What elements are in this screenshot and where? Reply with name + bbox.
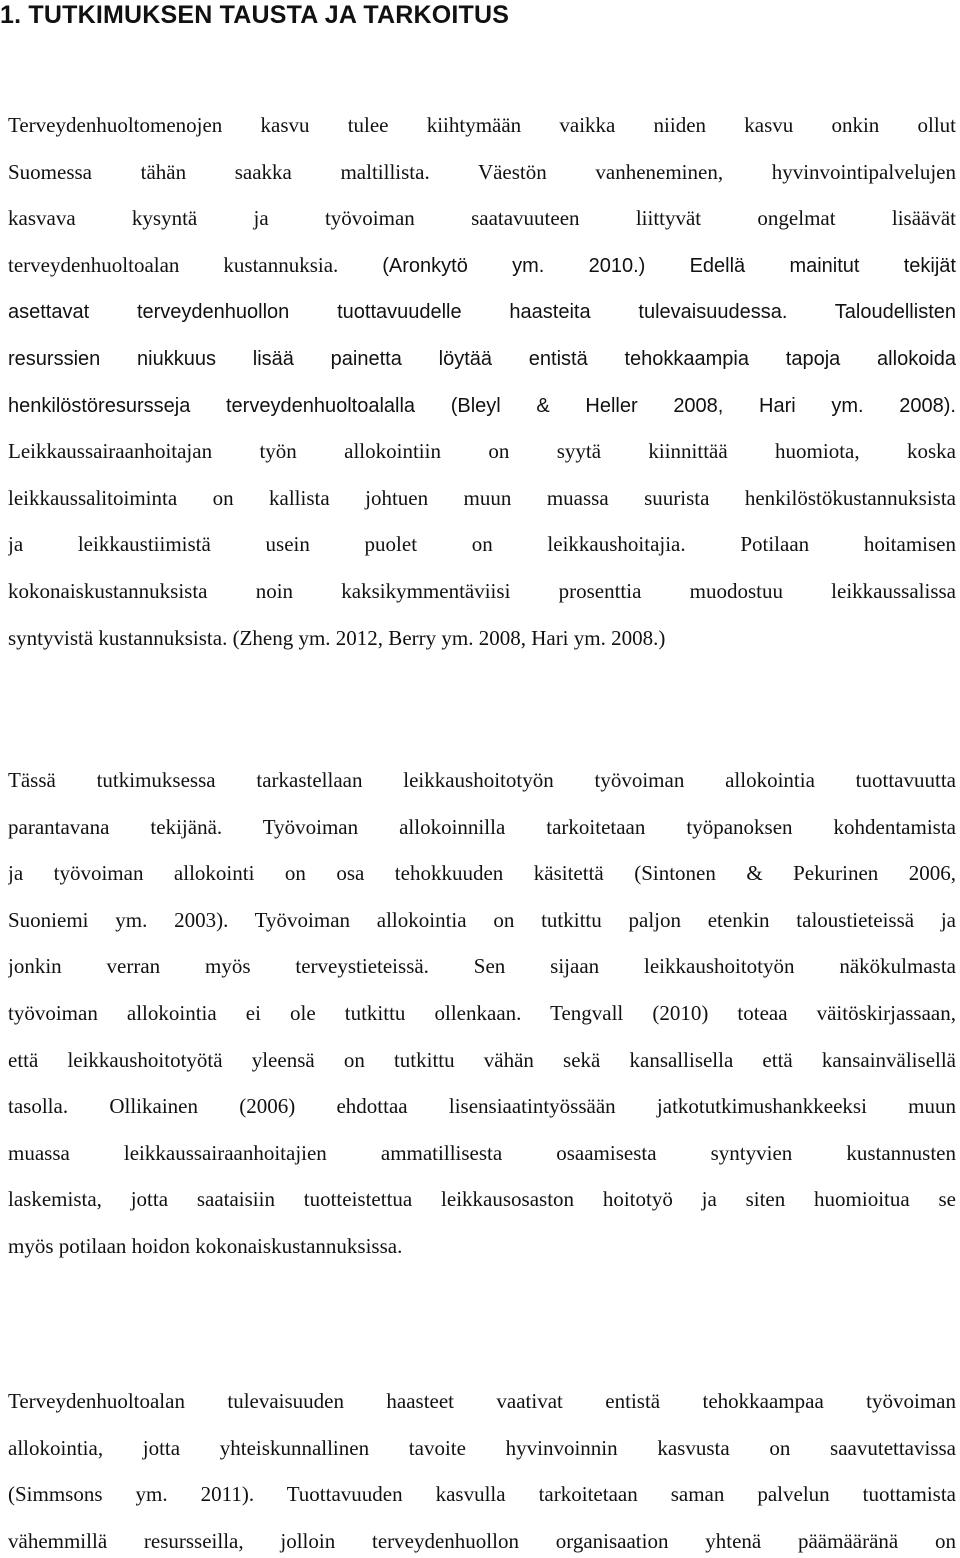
text-line: [8, 195, 956, 242]
text-run: Leikkaussairaanhoitajan työn allokointiin on syytä kiinnittää huomiota, koska: [8, 439, 956, 464]
text-line: [8, 475, 956, 522]
text-run: Suomessa tähän saakka maltillista. Väestön vanheneminen, hyvinvointipalvelujen: [8, 159, 956, 184]
text-line: [8, 102, 956, 149]
text-run: muassa leikkaussairaanhoitajien ammatillisesta osaamisesta syntyvien kustannusten: [8, 1140, 956, 1165]
text-line: [8, 335, 956, 382]
text-run: resurssien niukkuus lisää painetta löytää entistä tehokkaampia tapoja allokoida: [8, 347, 956, 370]
text-run: myös potilaan hoidon kokonaiskustannuksissa.: [8, 1233, 403, 1258]
text-run: Suoniemi ym. 2003). Työvoiman allokointia on tutkittu paljon etenkin taloustieteissä ja: [8, 907, 956, 932]
text-line: [8, 850, 956, 897]
text-line: [8, 1223, 956, 1270]
text-line: [8, 1425, 956, 1472]
text-line: [8, 288, 956, 335]
text-line: [8, 1037, 956, 1084]
text-run: laskemista, jotta saataisiin tuotteistettua leikkausosaston hoitotyö ja siten huomioitua se: [8, 1187, 956, 1212]
paragraph-future-challenges: [8, 1378, 956, 1558]
text-run: henkilöstöresursseja terveydenhuoltoalalla (Bleyl & Heller 2008, Hari ym. 2008).: [8, 394, 956, 417]
text-line: [8, 897, 956, 944]
text-line: [8, 943, 956, 990]
text-run: parantavana tekijänä. Työvoiman allokoinnilla tarkoitetaan työpanoksen kohdentamista: [8, 814, 956, 839]
text-run: (Simmsons ym. 2011). Tuottavuuden kasvulla tarkoitetaan saman palvelun tuottamista: [8, 1482, 956, 1507]
text-run: vähemmillä resursseilla, jolloin terveydenhuollon organisaation yhtenä päämääränä on: [8, 1528, 956, 1553]
text-run: (Aronkytö ym. 2010.) Edellä mainitut tekijät: [382, 254, 956, 277]
text-line: [8, 1130, 956, 1177]
text-run: Terveydenhuoltomenojen kasvu tulee kiihtymään vaikka niiden kasvu onkin ollut: [8, 113, 956, 137]
text-line: [8, 1176, 956, 1223]
text-run: jonkin verran myös terveystieteissä. Sen sijaan leikkaushoitotyön näkökulmasta: [8, 954, 956, 979]
text-run: Tässä tutkimuksessa tarkastellaan leikkaushoitotyön työvoiman allokointia tuottavuutta: [8, 768, 956, 792]
text-run: että leikkaushoitotyötä yleensä on tutkittu vähän sekä kansallisella että kansainvälisellä: [8, 1047, 956, 1072]
text-line: [8, 615, 956, 662]
text-run: asettavat terveydenhuollon tuottavuudelle haasteita tulevaisuudessa. Taloudellisten: [8, 301, 956, 324]
text-line: [8, 1471, 956, 1518]
text-line: [8, 1518, 956, 1558]
text-run: kasvava kysyntä ja työvoiman saatavuuteen liittyvät ongelmat lisäävät: [8, 206, 956, 231]
text-line: [8, 804, 956, 851]
text-line: [8, 149, 956, 196]
text-line: [8, 521, 956, 568]
text-line: [8, 382, 956, 429]
text-line: [8, 990, 956, 1037]
section-heading: 1. TUTKIMUKSEN TAUSTA JA TARKOITUS: [0, 1, 510, 29]
text-run: tasolla. Ollikainen (2006) ehdottaa lisensiaatintyössään jatkotutkimushankkeeksi muun: [8, 1094, 956, 1119]
text-run: työvoiman allokointia ei ole tutkittu ollenkaan. Tengvall (2010) toteaa väitöskirjassaan,: [8, 1000, 956, 1025]
paragraph-background: [8, 102, 956, 661]
text-run: leikkaussalitoiminta on kallista johtuen muun muassa suurista henkilöstökustannuksista: [8, 485, 956, 510]
paragraph-research-aim: [8, 757, 956, 1270]
text-run: syntyvistä kustannuksista. (Zheng ym. 2012, Berry ym. 2008, Hari ym. 2008.): [8, 625, 666, 650]
text-run: kokonaiskustannuksista noin kaksikymmentäviisi prosenttia muodostuu leikkaussalissa: [8, 578, 956, 603]
text-run: ja työvoiman allokointi on osa tehokkuuden käsitettä (Sintonen & Pekurinen 2006,: [8, 861, 956, 886]
text-line: [8, 1378, 956, 1425]
text-line: [8, 1083, 956, 1130]
text-line: [8, 568, 956, 615]
text-line: [8, 428, 956, 475]
text-run: ja leikkaustiimistä usein puolet on leikkaushoitajia. Potilaan hoitamisen: [8, 532, 956, 557]
text-run: allokointia, jotta yhteiskunnallinen tavoite hyvinvoinnin kasvusta on saavutettavissa: [8, 1435, 956, 1460]
text-run: Terveydenhuoltoalan tulevaisuuden haasteet vaativat entistä tehokkaampaa työvoiman: [8, 1389, 956, 1413]
text-run: terveydenhuoltoalan kustannuksia.: [8, 252, 383, 277]
text-line: [8, 242, 956, 289]
text-line: [8, 757, 956, 804]
